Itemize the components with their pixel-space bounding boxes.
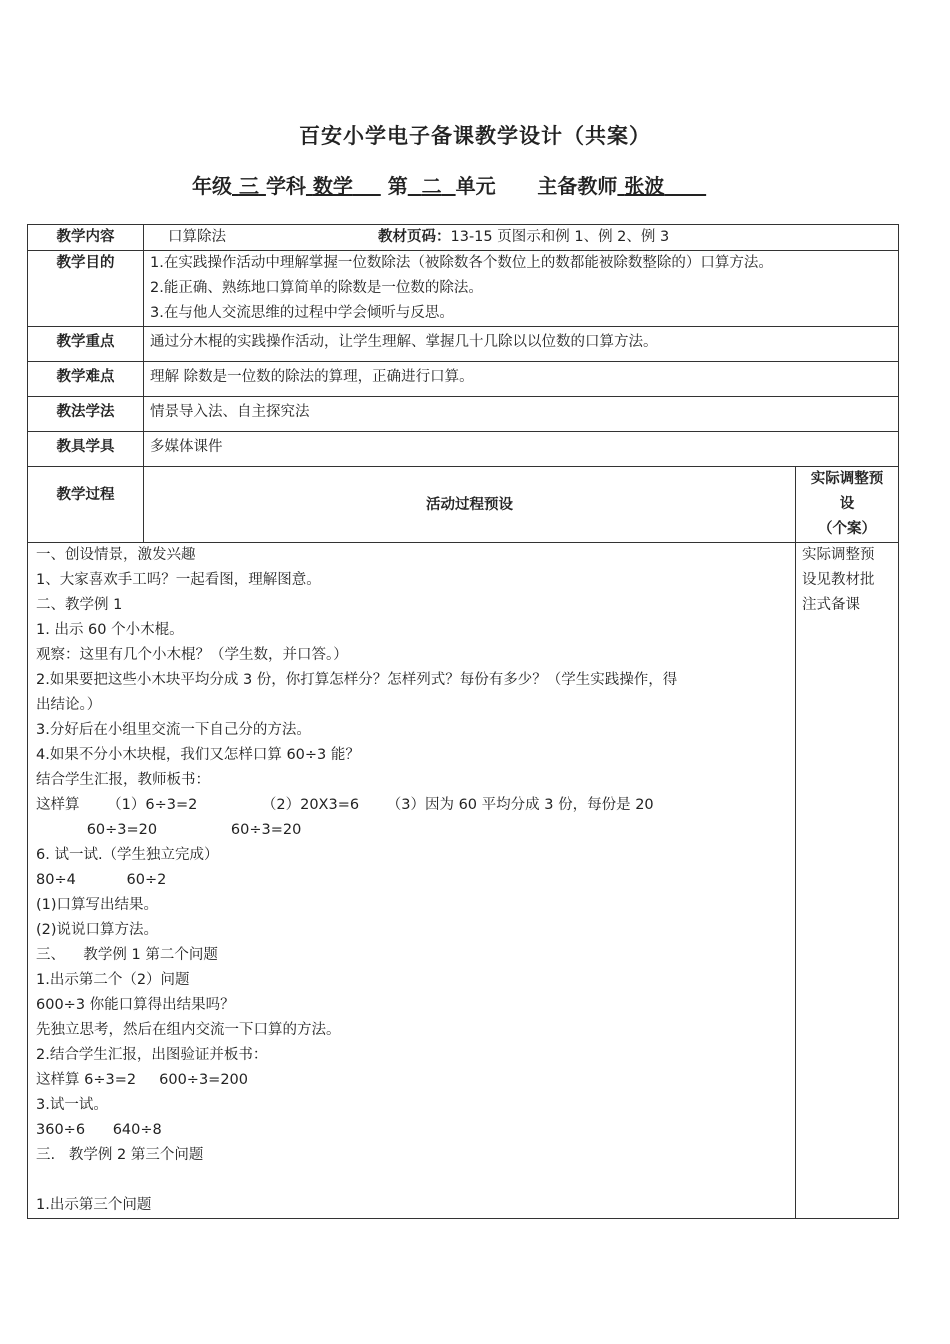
tools-label: 教具学具 (28, 432, 144, 467)
flow-line: 1、大家喜欢手工吗？一起看图，理解图意。 (36, 572, 321, 588)
header-meta (192, 170, 706, 199)
objective-1: 1.在实践操作活动中理解掌握一位数除法（被除数各个数位上的数都能被除数整除的）口算方法。 (150, 255, 773, 271)
page-title: 百安小学电子备课教学设计（共案） (299, 124, 651, 148)
flow-line: 观察：这里有几个小木棍？（学生数，并口答。） (36, 647, 348, 663)
unit-suffix: 单元 (455, 174, 496, 198)
row-difficulties (28, 362, 899, 397)
flow-line (36, 1168, 789, 1193)
lesson-plan-table (27, 224, 899, 1219)
grade-value: 三 (238, 174, 259, 198)
flow-line: 3.分好后在小组里交流一下自己分的方法。 (36, 722, 311, 738)
pages-value: 13-15 页图示和例 1、例 2、例 3 (450, 229, 670, 245)
row-process-body (28, 543, 899, 1219)
adjust-note: 实际调整预 设见教材批 注式备课 (796, 543, 899, 1219)
row-key-points (28, 327, 899, 362)
flow-line: 结合学生汇报，教师板书： (36, 772, 210, 788)
row-process-header (28, 467, 899, 543)
flow-line: 三、 教学例 1 第二个问题 (36, 947, 218, 963)
pages-label: 教材页码： (378, 229, 451, 245)
methods-label: 教法学法 (28, 397, 144, 432)
flow-line: 二、教学例 1 (36, 597, 123, 613)
row-methods (28, 397, 899, 432)
teacher-label: 主备教师 (537, 174, 618, 198)
process-flow (28, 543, 796, 1219)
teacher-value: 张波 (624, 174, 665, 198)
content-label: 教学内容 (28, 225, 144, 251)
grade-label: 年级 (192, 174, 232, 198)
flow-line: (1)口算写出结果。 (36, 897, 159, 913)
methods-value: 情景导入法、自主探究法 (144, 397, 899, 432)
activity-header: 活动过程预设 (144, 467, 796, 543)
difficulties-value: 理解 除数是一位数的除法的算理，正确进行口算。 (144, 362, 899, 397)
flow-line: 1.出示第三个问题 (36, 1197, 152, 1213)
flow-line: 80÷4 60÷2 (36, 872, 167, 888)
row-objectives (28, 251, 899, 327)
objectives-label: 教学目的 (28, 251, 144, 327)
flow-line: 1.出示第二个（2）问题 (36, 972, 190, 988)
flow-line: 先独立思考，然后在组内交流一下口算的方法。 (36, 1022, 341, 1038)
flow-line: 出结论。） (36, 697, 102, 713)
flow-line: 3.试一试。 (36, 1097, 108, 1113)
subject-value: 数学 (312, 174, 353, 198)
row-tools (28, 432, 899, 467)
content-value: 口算除法 (168, 229, 226, 245)
unit-prefix: 第 (387, 174, 408, 198)
difficulties-label: 教学难点 (28, 362, 144, 397)
adjust-header: 实际调整预 设 （个案） (796, 467, 899, 543)
content-cell (144, 225, 899, 251)
flow-line: 三. 教学例 2 第三个问题 (36, 1147, 204, 1163)
objectives-cell (144, 251, 899, 327)
flow-line: 360÷6 640÷8 (36, 1122, 162, 1138)
flow-line: 2.结合学生汇报，出图验证并板书： (36, 1047, 268, 1063)
unit-value: 二 (421, 174, 442, 198)
flow-line: (2)说说口算方法。 (36, 922, 159, 938)
flow-line: 这样算 （1）6÷3=2 （2）20X3=6 （3）因为 60 平均分成 3 份，每份是 20 (36, 797, 654, 813)
tools-value: 多媒体课件 (144, 432, 899, 467)
flow-line: 6. 试一试.（学生独立完成） (36, 847, 219, 863)
flow-line: 2.如果要把这些小木块平均分成 3 份，你打算怎样分？怎样列式？每份有多少？（学生实践操作，得 (36, 672, 678, 688)
key-points-label: 教学重点 (28, 327, 144, 362)
flow-line: 这样算 6÷3=2 600÷3=200 (36, 1072, 249, 1088)
subject-label: 学科 (265, 174, 306, 198)
process-label: 教学过程 (28, 467, 144, 543)
key-points-value: 通过分木棍的实践操作活动，让学生理解、掌握几十几除以以位数的口算方法。 (144, 327, 899, 362)
flow-line: 4.如果不分小木块棍，我们又怎样口算 60÷3 能？ (36, 747, 360, 763)
objective-2: 2.能正确、熟练地口算简单的除数是一位数的除法。 (150, 280, 483, 296)
flow-line: 1. 出示 60 个小木棍。 (36, 622, 184, 638)
row-content (28, 225, 899, 251)
objective-3: 3.在与他人交流思维的过程中学会倾听与反思。 (150, 305, 454, 321)
flow-line: 一、创设情景，激发兴趣 (36, 547, 196, 563)
flow-line: 600÷3 你能口算得出结果吗？ (36, 997, 235, 1013)
flow-line: 60÷3=20 60÷3=20 (36, 822, 302, 838)
